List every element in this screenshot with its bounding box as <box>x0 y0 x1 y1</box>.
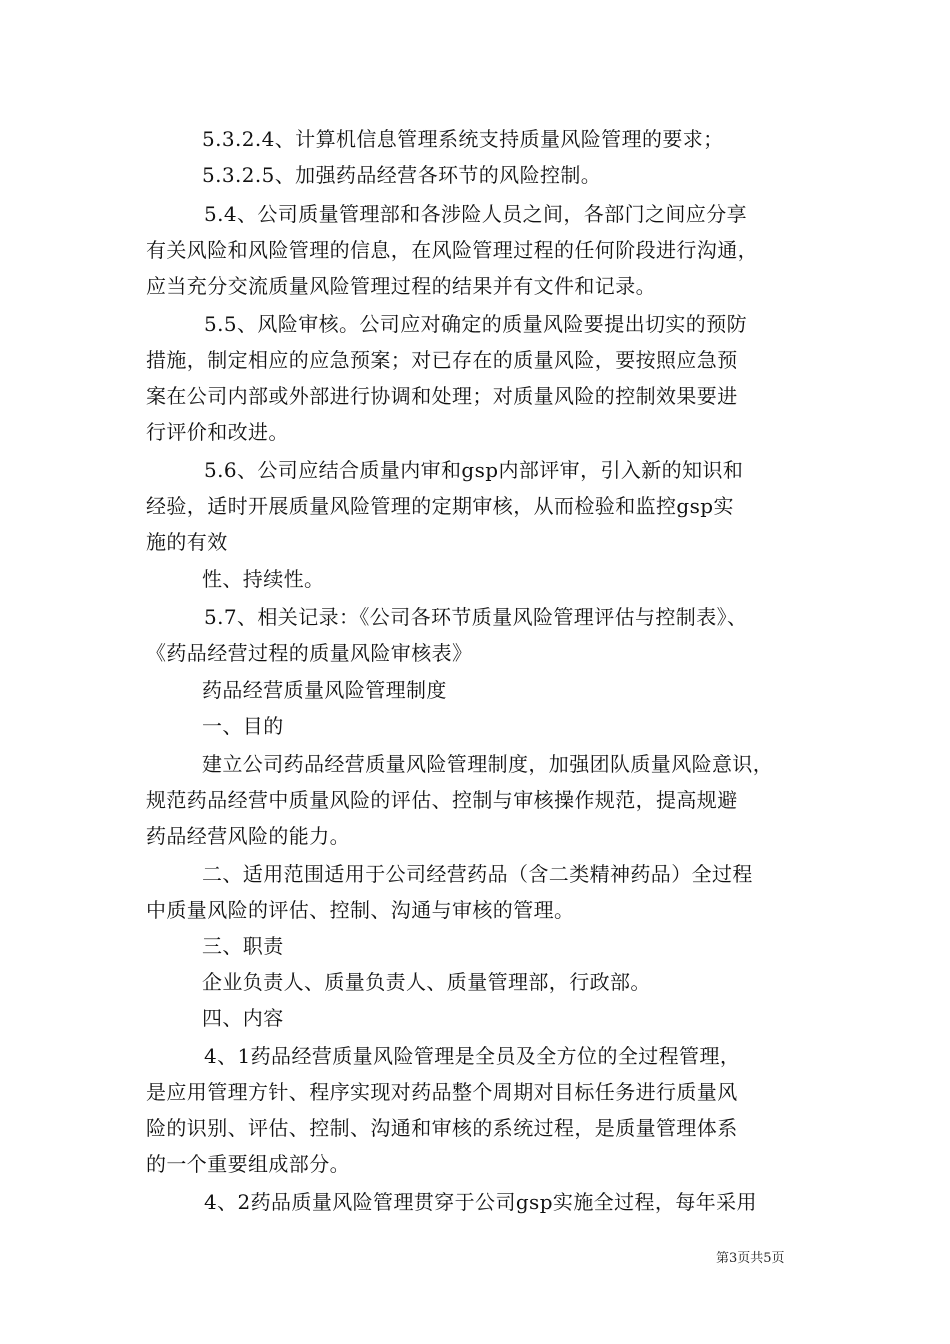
text-line: 4、2药品质量风险管理贯穿于公司gsp实施全过程，每年采用 <box>204 1190 757 1214</box>
text-line: 中质量风险的评估、控制、沟通与审核的管理。 <box>146 898 575 922</box>
text-line: 是应用管理方针、程序实现对药品整个周期对目标任务进行质量风 <box>146 1080 738 1104</box>
text-line: 四、内容 <box>202 1006 284 1030</box>
text-line: 一、目的 <box>202 714 284 738</box>
text-line: 企业负责人、质量负责人、质量管理部，行政部。 <box>202 970 651 994</box>
text-line: 4、1药品经营质量风险管理是全员及全方位的全过程管理， <box>204 1044 741 1068</box>
text-line: 5.7、相关记录：《公司各环节质量风险管理评估与控制表》、 <box>204 605 748 629</box>
text-line: 施的有效 <box>146 530 228 554</box>
text-line: 有关风险和风险管理的信息，在风险管理过程的任何阶段进行沟通， <box>146 238 758 262</box>
text-line: 性、持续性。 <box>202 567 325 591</box>
text-line: 5.3.2.4、计算机信息管理系统支持质量风险管理的要求； <box>202 127 724 151</box>
text-line: 经验，适时开展质量风险管理的定期审核，从而检验和监控gsp实 <box>146 494 734 518</box>
text-line: 二、适用范围适用于公司经营药品（含二类精神药品）全过程 <box>202 862 753 886</box>
text-line: 险的识别、评估、控制、沟通和审核的系统过程，是质量管理体系 <box>146 1116 738 1140</box>
text-line: 措施，制定相应的应急预案；对已存在的质量风险，要按照应急预 <box>146 348 738 372</box>
text-line: 药品经营质量风险管理制度 <box>202 678 447 702</box>
text-line: 5.4、公司质量管理部和各涉险人员之间，各部门之间应分享 <box>204 202 748 226</box>
text-line: 《药品经营过程的质量风险审核表》 <box>146 641 473 665</box>
text-line: 5.5、风险审核。公司应对确定的质量风险要提出切实的预防 <box>204 312 748 336</box>
text-line: 规范药品经营中质量风险的评估、控制与审核操作规范，提高规避 <box>146 788 738 812</box>
text-line: 应当充分交流质量风险管理过程的结果并有文件和记录。 <box>146 274 656 298</box>
page-number-footer: 第3页共5页 <box>716 1251 785 1266</box>
text-line: 三、职责 <box>202 934 284 958</box>
text-line: 建立公司药品经营质量风险管理制度，加强团队质量风险意识， <box>202 752 774 776</box>
text-line: 5.6、公司应结合质量内审和gsp内部评审，引入新的知识和 <box>204 458 744 482</box>
text-line: 的一个重要组成部分。 <box>146 1152 350 1176</box>
text-line: 5.3.2.5、加强药品经营各环节的风险控制。 <box>202 163 602 187</box>
text-line: 药品经营风险的能力。 <box>146 824 350 848</box>
text-line: 案在公司内部或外部进行协调和处理；对质量风险的控制效果要进 <box>146 384 738 408</box>
text-line: 行评价和改进。 <box>146 420 289 444</box>
